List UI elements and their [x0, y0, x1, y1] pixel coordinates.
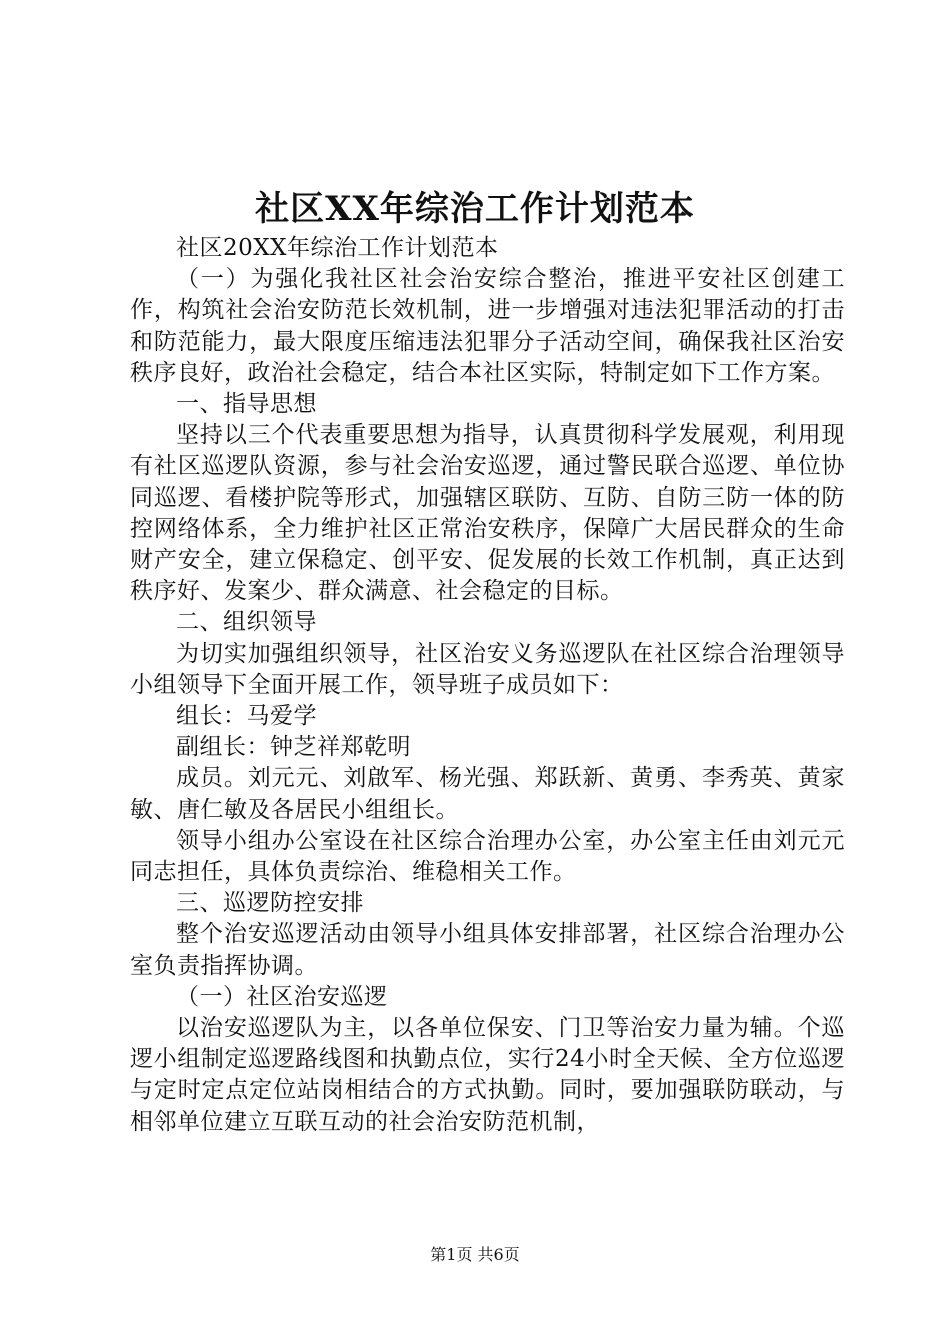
paragraph-organization: 为切实加强组织领导，社区治安义务巡逻队在社区综合治理领导小组领导下全面开展工作，领导班子成员如下：	[130, 640, 845, 698]
paragraph-community-patrol: 以治安巡逻队为主，以各单位保安、门卫等治安力量为辅。个巡逻小组制定巡逻路线图和执勤点位，实行24小时全天候、全方位巡逻与定时定点定位站岗相结合的方式执勤。同时，要加强联防联动，与相邻单位建立互联互动的社会治安防范机制，	[130, 1015, 845, 1135]
document-title: 社区XX年综治工作计划范本	[255, 189, 695, 229]
paragraph-deputy-leader: 副组长：钟芝祥郑乾明	[176, 734, 411, 761]
paragraph-members: 成员。刘元元、刘啟军、杨光强、郑跃新、黄勇、李秀英、黄家敏、唐仁敏及各居民小组组长。	[130, 765, 845, 823]
heading-patrol-arrangement: 三、巡逻防控安排	[176, 890, 364, 917]
heading-guiding-ideology: 一、指导思想	[176, 391, 317, 418]
heading-community-patrol: （一）社区治安巡逻	[176, 983, 388, 1010]
paragraph-patrol-arrangement: 整个治安巡逻活动由领导小组具体安排部署，社区综合治理办公室负责指挥协调。	[130, 921, 845, 979]
paragraph-group-leader: 组长：马爱学	[176, 703, 317, 730]
paragraph-guiding-ideology: 坚持以三个代表重要思想为指导，认真贯彻科学发展观，利用现有社区巡逻队资源，参与社会治安巡逻，通过警民联合巡逻、单位协同巡逻、看楼护院等形式，加强辖区联防、互防、自防三防一体的防控网络体系，全力维护社区正常治安秩序，保障广大居民群众的生命财产安全，建立保稳定、创平安、促发展的长效工作机制，真正达到秩序好、发案少、群众满意、社会稳定的目标。	[130, 422, 845, 605]
document-body	[130, 233, 845, 1138]
paragraph-subtitle: 社区20XX年综治工作计划范本	[176, 235, 499, 261]
paragraph-intro: （一）为强化我社区社会治安综合整治，推进平安社区创建工作，构筑社会治安防范长效机制，进一步增强对违法犯罪活动的打击和防范能力，最大限度压缩违法犯罪分子活动空间，确保我社区治安秩序良好，政治社会稳定，结合本社区实际，特制定如下工作方案。	[130, 266, 845, 386]
page-number-footer: 第1页 共6页	[430, 1245, 520, 1264]
paragraph-office: 领导小组办公室设在社区综合治理办公室，办公室主任由刘元元同志担任，具体负责综治、维稳相关工作。	[130, 827, 845, 886]
heading-organization: 二、组织领导	[176, 609, 317, 636]
